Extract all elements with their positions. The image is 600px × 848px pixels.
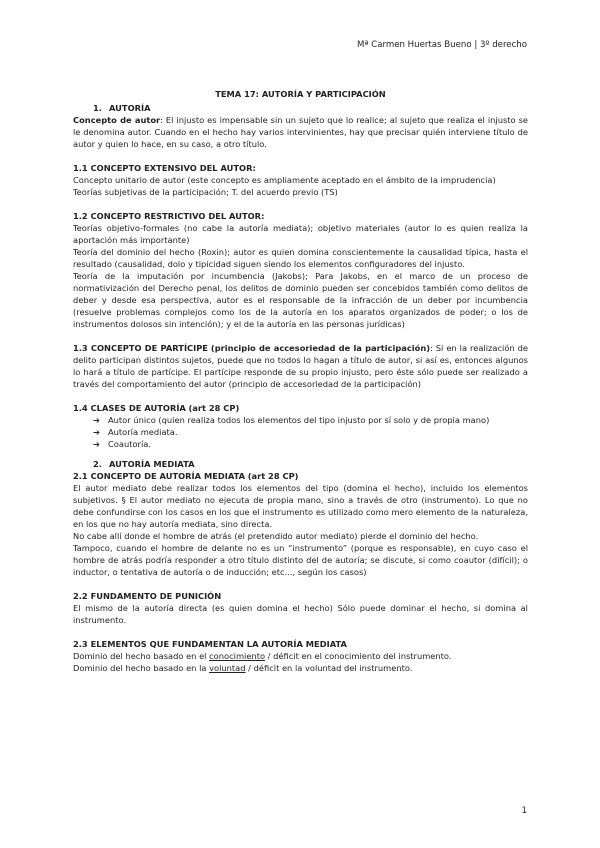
section-2-1-heading-paren: (art 28 CP) xyxy=(247,471,299,481)
section-2-3-heading: 2.3 ELEMENTOS QUE FUNDAMENTAN LA AUTORÍA MEDIATA xyxy=(73,639,347,649)
section-title: AUTORÍA MEDIATA xyxy=(109,459,195,469)
section-1-1-heading: 1.1 CONCEPTO EXTENSIVO DEL AUTOR: xyxy=(73,163,256,173)
section-1-3-text: : Si en la realización de delito participan distintos sujetos, puede que no todos lo hagan a título de autor, si así es, entonces algunos lo hará a título de partícipe. El partícipe responde de su propio injusto, pero éste sólo puede ser realizado a través del comportamiento del autor (principio de accesoriedad de la participación) xyxy=(73,343,528,389)
page-number: 1 xyxy=(521,806,527,816)
line-text: / déficit en el conocimiento del instrumento. xyxy=(265,651,452,661)
section-number: 2. xyxy=(93,459,102,469)
section-2-3-line-1 xyxy=(73,650,528,662)
underlined-term: conocimiento xyxy=(209,651,266,661)
list-item xyxy=(93,414,528,426)
section-2-1-para-3: Tampoco, cuando el hombre de delante no es un “instrumento” (porque es responsable), en cuyo caso el hombre de atrás podría responder a otro título distinto del de autoría; se discute, si como coautor (difícil); o inductor, o tentativa de autoría o de inducción; etc..., según los casos) xyxy=(73,543,528,577)
section-1-3-heading-paren: (principio de accesoriedad de la participación) xyxy=(210,343,431,353)
section-1-2-para-3: Teoría de la imputación por incumbencia (Jakobs); Para Jakobs, en el marco de un proceso de normativización del Derecho penal, los delitos de dominio pueden ser concebidos también como delitos de deber y desde esa perspectiva, autor es el responsable de la infracción de un deber por incumbencia (resuelve problemas complejos como los de la autoría en los aparatos organizados de poder; o los de instrumentos dolosos sin intención); y el de la autoría en las personas jurídicas) xyxy=(73,271,528,329)
arrow-right-icon: ➔ xyxy=(93,415,100,425)
list-item-text: Autoría mediata. xyxy=(108,427,178,437)
section-1-2-para-1: Teorías objetivo-formales (no cabe la autoría mediata); objetivo materiales (autor lo es quien realiza la aportación más importante) xyxy=(73,223,528,245)
section-1-2-heading: 1.2 CONCEPTO RESTRICTIVO DEL AUTOR: xyxy=(73,211,265,221)
document-body xyxy=(73,88,528,674)
document-title: TEMA 17: AUTORÍA Y PARTICIPACIÓN xyxy=(215,89,386,99)
autoria-types-list xyxy=(73,414,528,450)
section-2-1-para-1: El autor mediato debe realizar todos los elementos del tipo (domina el hecho), incluido los elementos subjetivos. § El autor mediato no ejecuta de propia mano, sino a través de otro (instrumento). Lo que no debe confundirse con los casos en los que el instrumento es utilizado como mero elemento de la naturaleza, en los que no hay autoría mediata, sino directa. xyxy=(73,483,528,529)
section-1-4-heading-paren: (art 28 CP) xyxy=(188,403,240,413)
underlined-term: voluntad xyxy=(209,663,246,673)
section-1-heading xyxy=(73,102,528,114)
section-1-1-para-2: Teorías subjetivas de la participación; T. del acuerdo previo (TS) xyxy=(73,187,338,197)
page-header: Mª Carmen Huertas Bueno | 3º derecho xyxy=(357,40,527,50)
section-title: AUTORÍA xyxy=(109,103,151,113)
intro-bold-term: Concepto de autor xyxy=(73,115,161,125)
section-2-1-para-2: No cabe allí donde el hombre de atrás (el pretendido autor mediato) pierde el dominio del hecho. xyxy=(73,531,479,541)
section-2-1-heading: 2.1 CONCEPTO DE AUTORÍA MEDIATA xyxy=(73,471,246,481)
section-1-2-para-2: Teoría del dominio del hecho (Roxin); autor es quien domina conscientemente la causalidad típica, hasta el resultado (causalidad, dolo y tipicidad siguen siendo los elementos configuradores del injusto. xyxy=(73,247,528,269)
section-2-1-heading-line xyxy=(73,470,528,482)
intro-text: : El injusto es impensable sin un sujeto que lo realice; al sujeto que realiza el injusto se le denomina autor. Cuando en el hecho hay varios intervinientes, hay que precisar quién interviene título de autor y quien lo hace, en su caso, a otro título. xyxy=(73,115,529,149)
section-2-heading xyxy=(73,458,528,470)
list-item xyxy=(93,426,528,438)
section-2-3-line-2 xyxy=(73,662,528,674)
section-number: 1. xyxy=(93,103,102,113)
section-2-2-para-1: El mismo de la autoría directa (es quien domina el hecho) Sólo puede dominar el hecho, si domina al instrumento. xyxy=(73,603,528,625)
line-text: Dominio del hecho basado en la xyxy=(73,663,210,673)
line-text: / déficit en la voluntad del instrumento. xyxy=(245,663,413,673)
list-item-text: Autor único (quien realiza todos los elementos del tipo injusto por sí solo y de propia mano) xyxy=(108,415,490,425)
section-2-2-heading: 2.2 FUNDAMENTO DE PUNICIÓN xyxy=(73,591,222,601)
section-1-1-para-1: Concepto unitario de autor (este concepto es ampliamente aceptado en el ámbito de la imprudencia) xyxy=(73,175,496,185)
section-1-4-heading-line xyxy=(73,402,528,414)
section-1-3-heading: 1.3 CONCEPTO DE PARTÍCIPE xyxy=(73,343,208,353)
line-text: Dominio del hecho basado en el xyxy=(73,651,210,661)
list-item-text: Coautoría. xyxy=(108,439,151,449)
list-item xyxy=(93,438,528,450)
arrow-right-icon: ➔ xyxy=(93,439,100,449)
arrow-right-icon: ➔ xyxy=(93,427,100,437)
section-1-4-heading: 1.4 CLASES DE AUTORÍA xyxy=(73,403,186,413)
section-1-intro xyxy=(73,114,528,150)
section-1-3 xyxy=(73,342,528,390)
